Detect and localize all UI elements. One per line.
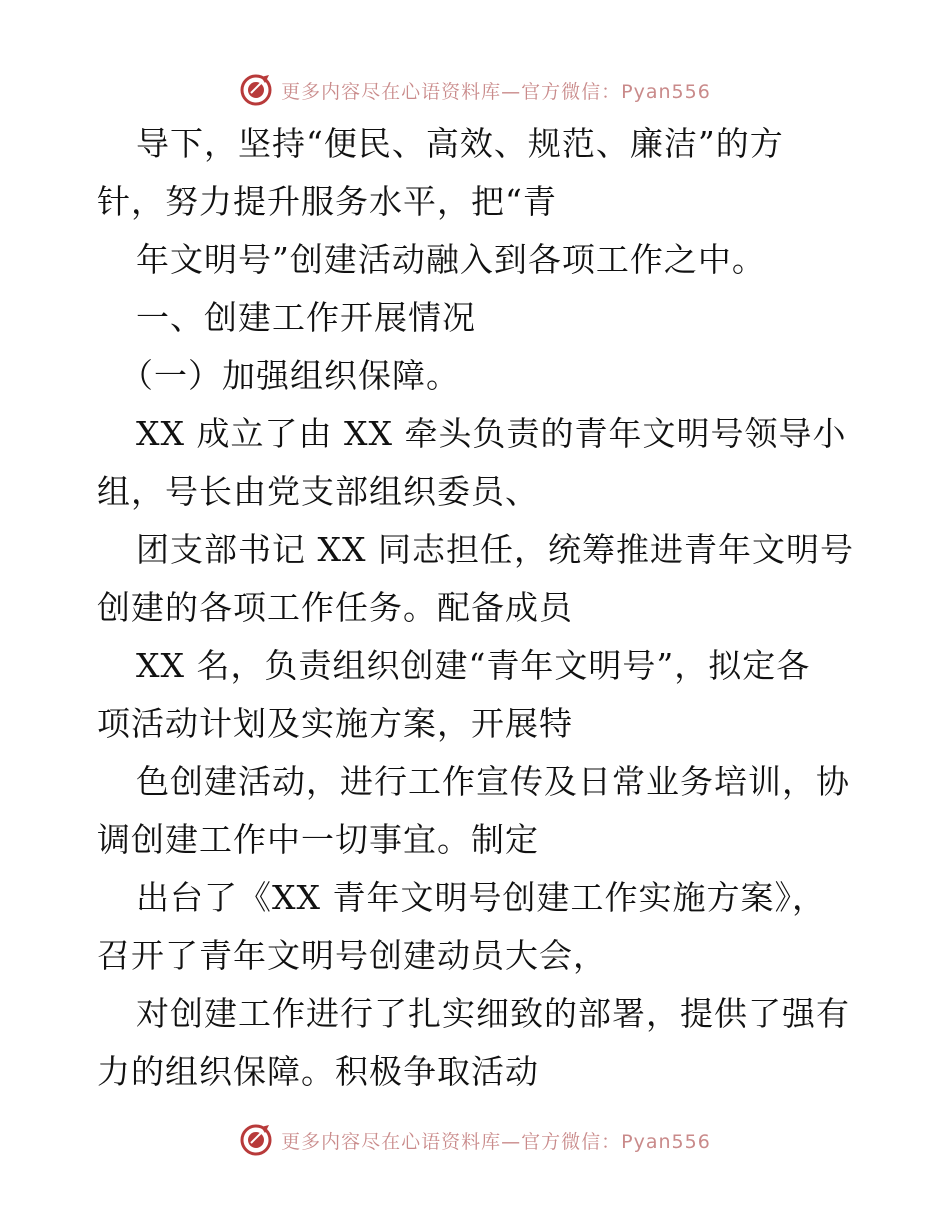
subsection-heading: （一）加强组织保障。 <box>120 356 460 395</box>
text-line: 调创建工作中一切事宜。制定 <box>97 820 539 859</box>
text-line: 组，号长由党支部组织委员、 <box>97 472 539 511</box>
text-line: 对创建工作进行了扎实细致的部署，提供了强有 <box>136 994 850 1033</box>
text-line: 导下，坚持“便民、高效、规范、廉洁”的方 <box>136 124 784 163</box>
text-line: 召开了青年文明号创建动员大会， <box>97 936 607 975</box>
text-line: XX 名，负责组织创建“青年文明号”，拟定各 <box>136 646 811 685</box>
footer-watermark-text: 更多内容尽在心语资料库—官方微信：Pyan556 <box>281 1130 711 1153</box>
quill-pen-seal-icon <box>239 73 273 107</box>
footer-watermark <box>0 1120 950 1160</box>
text-line: XX 成立了由 XX 牵头负责的青年文明号领导小 <box>136 414 847 453</box>
text-line: 项活动计划及实施方案，开展特 <box>97 704 573 743</box>
header-watermark <box>0 70 950 110</box>
text-line: 创建的各项工作任务。配备成员 <box>97 588 573 627</box>
header-watermark-text: 更多内容尽在心语资料库—官方微信：Pyan556 <box>281 80 711 103</box>
quill-pen-seal-icon <box>239 1123 273 1157</box>
text-line: 力的组织保障。积极争取活动 <box>97 1052 539 1091</box>
text-line: 出台了《XX 青年文明号创建工作实施方案》， <box>136 878 826 917</box>
text-line: 针，努力提升服务水平，把“青 <box>97 182 557 221</box>
text-line: 年文明号”创建活动融入到各项工作之中。 <box>136 240 766 279</box>
text-line: 色创建活动，进行工作宣传及日常业务培训，协 <box>136 762 850 801</box>
section-heading: 一、创建工作开展情况 <box>136 298 476 337</box>
text-line: 团支部书记 XX 同志担任，统筹推进青年文明号 <box>136 530 854 569</box>
